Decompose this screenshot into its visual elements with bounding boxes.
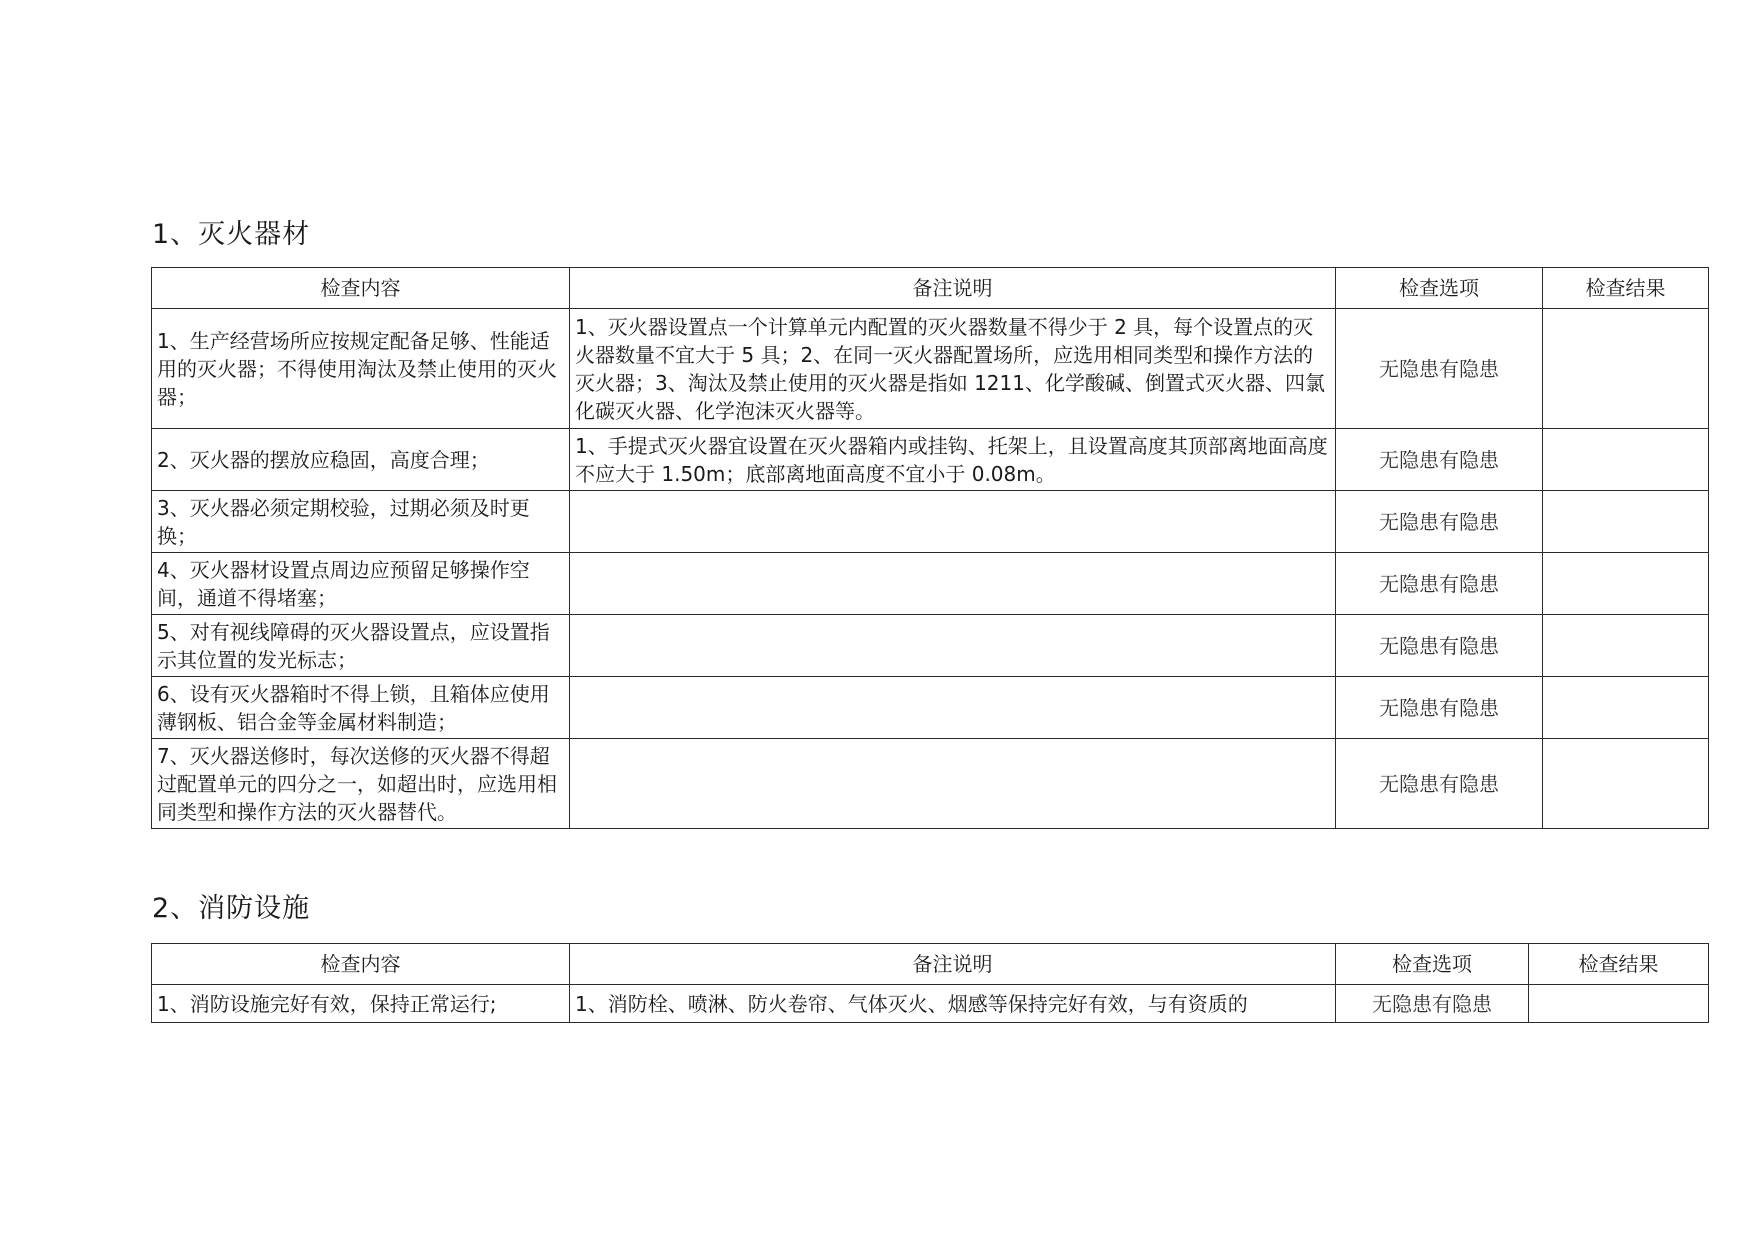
table-row — [152, 429, 1709, 491]
check-option[interactable]: 无隐患有隐患 — [1336, 677, 1543, 739]
table-header-row — [152, 268, 1709, 309]
check-note — [570, 553, 1336, 615]
check-note: 1、灭火器设置点一个计算单元内配置的灭火器数量不得少于 2 具，每个设置点的灭火器数量不宜大于 5 具；2、在同一灭火器配置场所，应选用相同类型和操作方法的灭火器；3、淘汰及禁止使用的灭火器是指如 1211、化学酸碱、倒置式灭火器、四氯化碳灭火器、化学泡沫灭火器等。 — [570, 309, 1336, 429]
check-result[interactable] — [1543, 553, 1709, 615]
table-header-row — [152, 944, 1709, 985]
check-content: 6、设有灭火器箱时不得上锁，且箱体应使用薄钢板、铝合金等金属材料制造； — [152, 677, 570, 739]
check-result[interactable] — [1543, 615, 1709, 677]
check-result[interactable] — [1543, 309, 1709, 429]
check-option[interactable]: 无隐患有隐患 — [1336, 739, 1543, 829]
check-content: 2、灭火器的摆放应稳固，高度合理； — [152, 429, 570, 491]
header-content: 检查内容 — [152, 268, 570, 309]
check-option[interactable]: 无隐患有隐患 — [1336, 553, 1543, 615]
check-content: 1、消防设施完好有效，保持正常运行; — [152, 985, 570, 1023]
check-content: 3、灭火器必须定期校验，过期必须及时更换； — [152, 491, 570, 553]
check-content: 1、生产经营场所应按规定配备足够、性能适用的灭火器；不得使用淘汰及禁止使用的灭火器； — [152, 309, 570, 429]
header-note: 备注说明 — [570, 268, 1336, 309]
check-note — [570, 677, 1336, 739]
header-result: 检查结果 — [1529, 944, 1709, 985]
table-row — [152, 615, 1709, 677]
check-option[interactable]: 无隐患有隐患 — [1336, 429, 1543, 491]
check-result[interactable] — [1543, 429, 1709, 491]
check-option[interactable]: 无隐患有隐患 — [1336, 985, 1529, 1023]
check-result[interactable] — [1543, 739, 1709, 829]
header-option: 检查选项 — [1336, 268, 1543, 309]
check-option[interactable]: 无隐患有隐患 — [1336, 309, 1543, 429]
check-result[interactable] — [1529, 985, 1709, 1023]
check-note — [570, 491, 1336, 553]
check-content: 4、灭火器材设置点周边应预留足够操作空间，通道不得堵塞； — [152, 553, 570, 615]
section-title-extinguishers: 1、灭火器材 — [152, 219, 311, 250]
table-row — [152, 985, 1709, 1023]
header-content: 检查内容 — [152, 944, 570, 985]
check-content: 7、灭火器送修时，每次送修的灭火器不得超过配置单元的四分之一，如超出时，应选用相同类型和操作方法的灭火器替代。 — [152, 739, 570, 829]
check-note — [570, 739, 1336, 829]
table-row — [152, 553, 1709, 615]
table-row — [152, 677, 1709, 739]
section-title-fire-facilities: 2、消防设施 — [152, 893, 311, 924]
check-result[interactable] — [1543, 677, 1709, 739]
check-note: 1、手提式灭火器宜设置在灭火器箱内或挂钩、托架上，且设置高度其顶部离地面高度不应大于 1.50m；底部离地面高度不宜小于 0.08m。 — [570, 429, 1336, 491]
header-note: 备注说明 — [570, 944, 1336, 985]
table-row — [152, 739, 1709, 829]
header-result: 检查结果 — [1543, 268, 1709, 309]
header-option: 检查选项 — [1336, 944, 1529, 985]
table-row — [152, 309, 1709, 429]
check-content: 5、对有视线障碍的灭火器设置点，应设置指示其位置的发光标志； — [152, 615, 570, 677]
check-option[interactable]: 无隐患有隐患 — [1336, 615, 1543, 677]
check-result[interactable] — [1543, 491, 1709, 553]
check-note — [570, 615, 1336, 677]
fire-facility-check-table — [151, 943, 1709, 1023]
check-note: 1、消防栓、喷淋、防火卷帘、气体灭火、烟感等保持完好有效，与有资质的 — [570, 985, 1336, 1023]
check-option[interactable]: 无隐患有隐患 — [1336, 491, 1543, 553]
extinguisher-check-table — [151, 267, 1709, 829]
table-row — [152, 491, 1709, 553]
